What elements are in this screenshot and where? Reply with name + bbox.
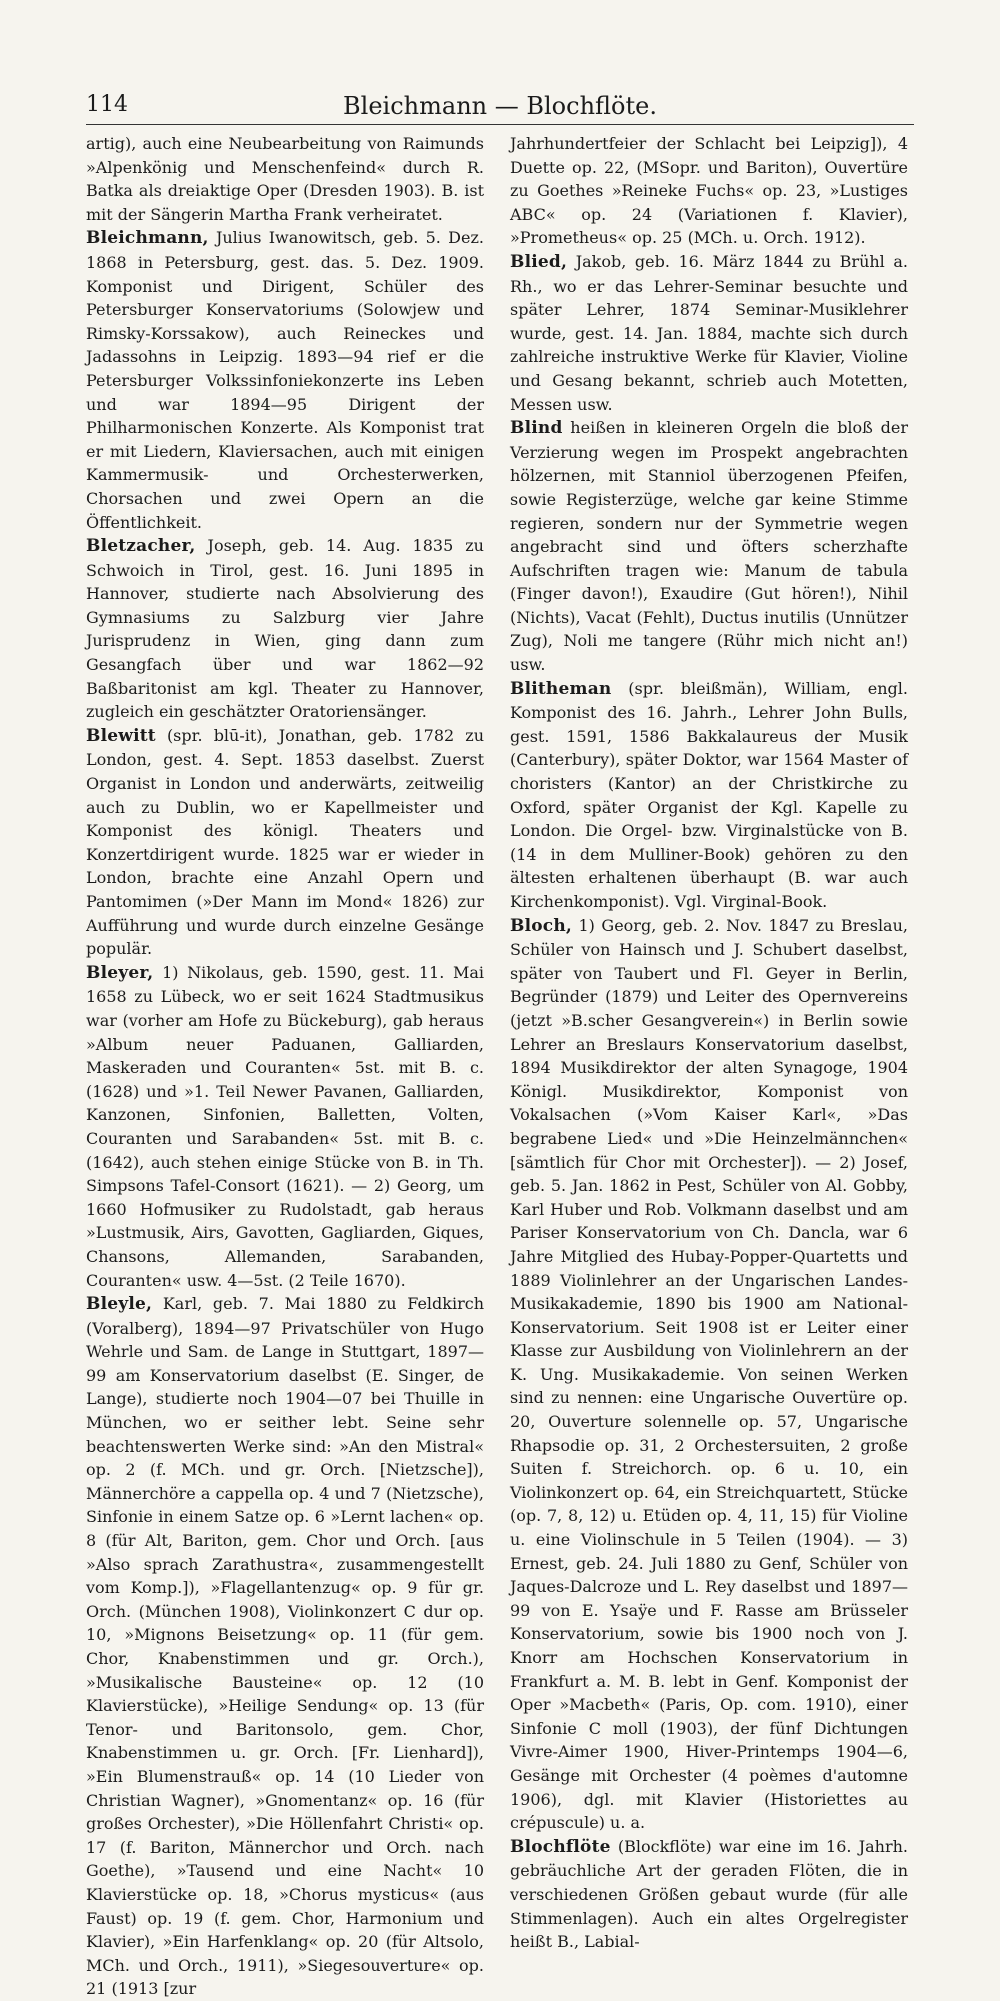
page-header (86, 92, 914, 122)
entry-text: Joseph, geb. 14. Aug. 1835 zu Schwoich in Tirol, gest. 16. Juni 1895 in Hannover, studierte nach Absolvierung des Gymnasiums zu Salzburg vier Jahre Jurisprudenz in Wien, ging dann zum Gesangfach über und war 1862—92 Baßbaritonist am kgl. Theater zu Hannover, zugleich ein geschätzter Oratoriensänger. (86, 536, 484, 722)
entry-text: 1) Nikolaus, geb. 1590, gest. 11. Mai 1658 zu Lübeck, wo er seit 1624 Stadtmusikus war (vorher am Hofe zu Bückeburg), gab heraus »Album neuer Paduanen, Galliarden, Maskeraden und Couranten« 5st. mit B. c. (1628) und »1. Teil Newer Pavanen, Galliarden, Kanzonen, Sinfonien, Balletten, Volten, Couranten und Sarabanden« 5st. mit B. c. (1642), auch stehen einige Stücke von B. in Th. Simpsons Tafel-Consort (1621). — 2) Georg, um 1660 Hofmusiker zu Rudolstadt, gab heraus »Lustmusik, Airs, Gavotten, Gagliarden, Giques, Chansons, Allemanden, Sarabanden, Couranten« usw. 4—5st. (2 Teile 1670). (86, 962, 485, 1290)
dictionary-entry (510, 416, 908, 677)
entry-continuation (510, 132, 908, 250)
entry-headword: Bletzacher, (86, 536, 196, 557)
dictionary-entry (86, 961, 484, 1292)
entry-text: Jakob, geb. 16. März 1844 zu Brühl a. Rh., wo er das Lehrer-Seminar besuchte und später Lehrer, 1874 Seminar-Musiklehrer wurde, gest. 14. Jan. 1884, machte sich durch zahlreiche instruktive Werke für Klavier, Violine und Gesang bekannt, schrieb auch Motetten, Messen usw. (510, 251, 908, 414)
entry-text: heißen in kleineren Orgeln die bloß der Verzierung wegen im Prospekt angebrachten hölzernen, mit Stanniol überzogenen Pfeifen, sowie Registerzüge, welche gar keine Stimme regieren, sondern nur der Symmetrie wegen angebracht sind und öfters scherzhafte Aufschriften tragen wie: Manum de tabula (Finger davon!), Exaudire (Gut hören!), Nihil (Nichts), Vacat (Fehlt), Ductus inutilis (Unnützer Zug), Noli me tangere (Rühr mich nicht an!) usw. (510, 418, 908, 675)
entry-headword: Bleyle, (86, 1294, 153, 1315)
entry-headword: Blind (510, 418, 563, 439)
entry-text: Julius Iwanowitsch, geb. 5. Dez. 1868 in Petersburg, gest. das. 5. Dez. 1909. Komponist und Dirigent, Schüler des Petersburger Konservatoriums (Solowjew und Rimsky-Korssakow), auch Reineckes und Jadassohns in Leipzig. 1893—94 rief er die Petersburger Volkssinfoniekonzerte ins Leben und war 1894—95 Dirigent der Philharmonischen Konzerte. Als Komponist trat er mit Liedern, Klaviersachen, auch mit einigen Kammermusik- und Orchesterwerken, Chorsachen und zwei Opern an die Öffentlichkeit. (86, 228, 484, 532)
entry-headword: Blewitt (86, 725, 156, 746)
entry-headword: Blied, (510, 251, 568, 272)
entry-text: (Blockflöte) war eine im 16. Jahrh. gebräuchliche Art der geraden Flöten, die in verschiedenen Größen gebaut wurde (für alle Stimmenlagen). Auch ein altes Orgelregister heißt B., Labial- (510, 1836, 908, 1952)
dictionary-entry (86, 1292, 484, 2001)
dictionary-entry (510, 1835, 908, 1954)
entry-headword: Blochflöte (510, 1836, 611, 1857)
entry-text: Jahrhundertfeier der Schlacht bei Leipzig]), 4 Duette op. 22, (MSopr. und Bariton), Ouvertüre zu Goethes »Reineke Fuchs« op. 23, »Lustiges ABC« op. 24 (Variationen f. Klavier), »Prometheus« op. 25 (MCh. u. Orch. 1912). (510, 134, 908, 248)
entry-headword: Bleyer, (86, 962, 154, 983)
dictionary-entry (86, 724, 484, 961)
right-column (510, 132, 908, 1954)
dictionary-entry (510, 914, 908, 1835)
dictionary-entry (510, 677, 908, 914)
entry-text: artig), auch eine Neubearbeitung von Raimunds »Alpenkönig und Menschenfeind« durch R. Batka als dreiaktige Oper (Dresden 1903). B. ist mit der Sängerin Martha Frank verheiratet. (86, 134, 484, 224)
entry-text: (spr. blū-it), Jonathan, geb. 1782 zu London, gest. 4. Sept. 1853 daselbst. Zuerst Organist in London und anderwärts, zeitweilig auch zu Dublin, wo er Kapellmeister und Komponist des königl. Theaters und Konzertdirigent wurde. 1825 war er wieder in London, brachte eine Anzahl Opern und Pantomimen (»Der Mann im Mond« 1826) zur Aufführung und wurde durch einzelne Gesänge populär. (86, 725, 485, 959)
running-title: Bleichmann — Blochflöte. (343, 92, 657, 120)
dictionary-entry (86, 534, 484, 724)
dictionary-entry (86, 226, 484, 534)
entry-text: (spr. bleißmän), William, engl. Komponist des 16. Jahrh., Lehrer John Bulls, gest. 1591, 1586 Bakkalaureus der Musik (Canterbury), später Doktor, war 1564 Master of choristers (Kantor) an der Christkirche zu Oxford, später Organist der Kgl. Kapelle zu London. Die Orgel- bzw. Virginalstücke von B. (14 in dem Mulliner-Book) gehören zu den ältesten erhaltenen überhaupt (B. war auch Kirchenkomponist). Vgl. Virginal-Book. (510, 678, 908, 911)
header-rule (86, 124, 914, 125)
entry-headword: Bleichmann, (86, 228, 209, 249)
entry-continuation (86, 132, 484, 226)
entry-headword: Bloch, (510, 915, 572, 936)
entry-text: 1) Georg, geb. 2. Nov. 1847 zu Breslau, Schüler von Hainsch und J. Schubert daselbst, später von Taubert und Fl. Geyer in Berlin, Begründer (1879) und Leiter des Opernvereins (jetzt »B.scher Gesangverein«) in Berlin sowie Lehrer an Breslaurs Konservatorium daselbst, 1894 Musikdirektor der alten Synagoge, 1904 Königl. Musikdirektor, Komponist von Vokalsachen (»Vom Kaiser Karl«, »Das begrabene Lied« und »Die Heinzelmännchen« [sämtlich für Chor mit Orchester]). — 2) Josef, geb. 5. Jan. 1862 in Pest, Schüler von Al. Gobby, Karl Huber und Rob. Volkmann daselbst und am Pariser Konservatorium von Ch. Dancla, war 6 Jahre Mitglied des Hubay-Popper-Quartetts und 1889 Violinlehrer an der Ungarischen Landes-Musikakademie, 1890 bis 1900 am National-Konservatorium. Seit 1908 ist er Leiter einer Klasse zur Ausbildung von Violinlehrern an der K. Ung. Musikakademie. Von seinen Werken sind zu nennen: eine Ungarische Ouvertüre op. 20, Ouverture solennelle op. 57, Ungarische Rhapsodie op. 31, 2 Orchestersuiten, 2 große Suiten f. Streichorch. op. 6 u. 10, ein Violinkonzert op. 64, ein Streichquartett, Stücke (op. 7, 8, 12) u. Etüden op. 4, 11, 15) für Violine u. eine Violinschule in 5 Teilen (1904). — 3) Ernest, geb. 24. Juli 1880 zu Genf, Schüler von Jaques-Dalcroze und L. Rey daselbst und 1897—99 von E. Ysaÿe und F. Rasse am Brüsseler Konservatorium, sowie bis 1900 noch von J. Knorr am Hochschen Konservatorium in Frankfurt a. M. B. lebt in Genf. Komponist der Oper »Macbeth« (Paris, Op. com. 1910), einer Sinfonie C moll (1903), der fünf Dichtungen Vivre-Aimer 1900, Hiver-Printemps 1904—6, Gesänge mit Orchester (4 poèmes d'automne 1906), dgl. mit Klavier (Historiettes au crépuscule) u. a. (510, 915, 908, 1833)
page-number: 114 (86, 92, 128, 117)
dictionary-entry (510, 250, 908, 416)
entry-headword: Blitheman (510, 678, 612, 699)
left-column (86, 132, 484, 2001)
entry-text: Karl, geb. 7. Mai 1880 zu Feldkirch (Voralberg), 1894—97 Privatschüler von Hugo Wehrle und Sam. de Lange in Stuttgart, 1897—99 am Konservatorium daselbst (E. Singer, de Lange), studierte noch 1904—07 bei Thuille in München, wo er seither lebt. Seine sehr beachtenswerten Werke sind: »An den Mistral« op. 2 (f. MCh. und gr. Orch. [Nietzsche]), Männerchöre a cappella op. 4 und 7 (Nietzsche), Sinfonie in einem Satze op. 6 »Lernt lachen« op. 8 (für Alt, Bariton, gem. Chor und Orch. [aus »Also sprach Zarathustra«, zusammengestellt vom Komp.]), »Flagellantenzug« op. 9 für gr. Orch. (München 1908), Violinkonzert C dur op. 10, »Mignons Beisetzung« op. 11 (für gem. Chor, Knabenstimmen und gr. Orch.), »Musikalische Bausteine« op. 12 (10 Klavierstücke), »Heilige Sendung« op. 13 (für Tenor- und Baritonsolo, gem. Chor, Knabenstimmen u. gr. Orch. [Fr. Lienhard]), »Ein Blumenstrauß« op. 14 (10 Lieder von Christian Wagner), »Gnomentanz« op. 16 (für großes Orchester), »Die Höllenfahrt Christi« op. 17 (f. Bariton, Männerchor und Orch. nach Goethe), »Tausend und eine Nacht« 10 Klavierstücke op. 18, »Chorus mysticus« (aus Faust) op. 19 (f. gem. Chor, Harmonium und Klavier), »Ein Harfenklang« op. 20 (für Altsolo, MCh. und Orch., 1911), »Siegesouverture« op. 21 (1913 [zur (86, 1294, 485, 1999)
